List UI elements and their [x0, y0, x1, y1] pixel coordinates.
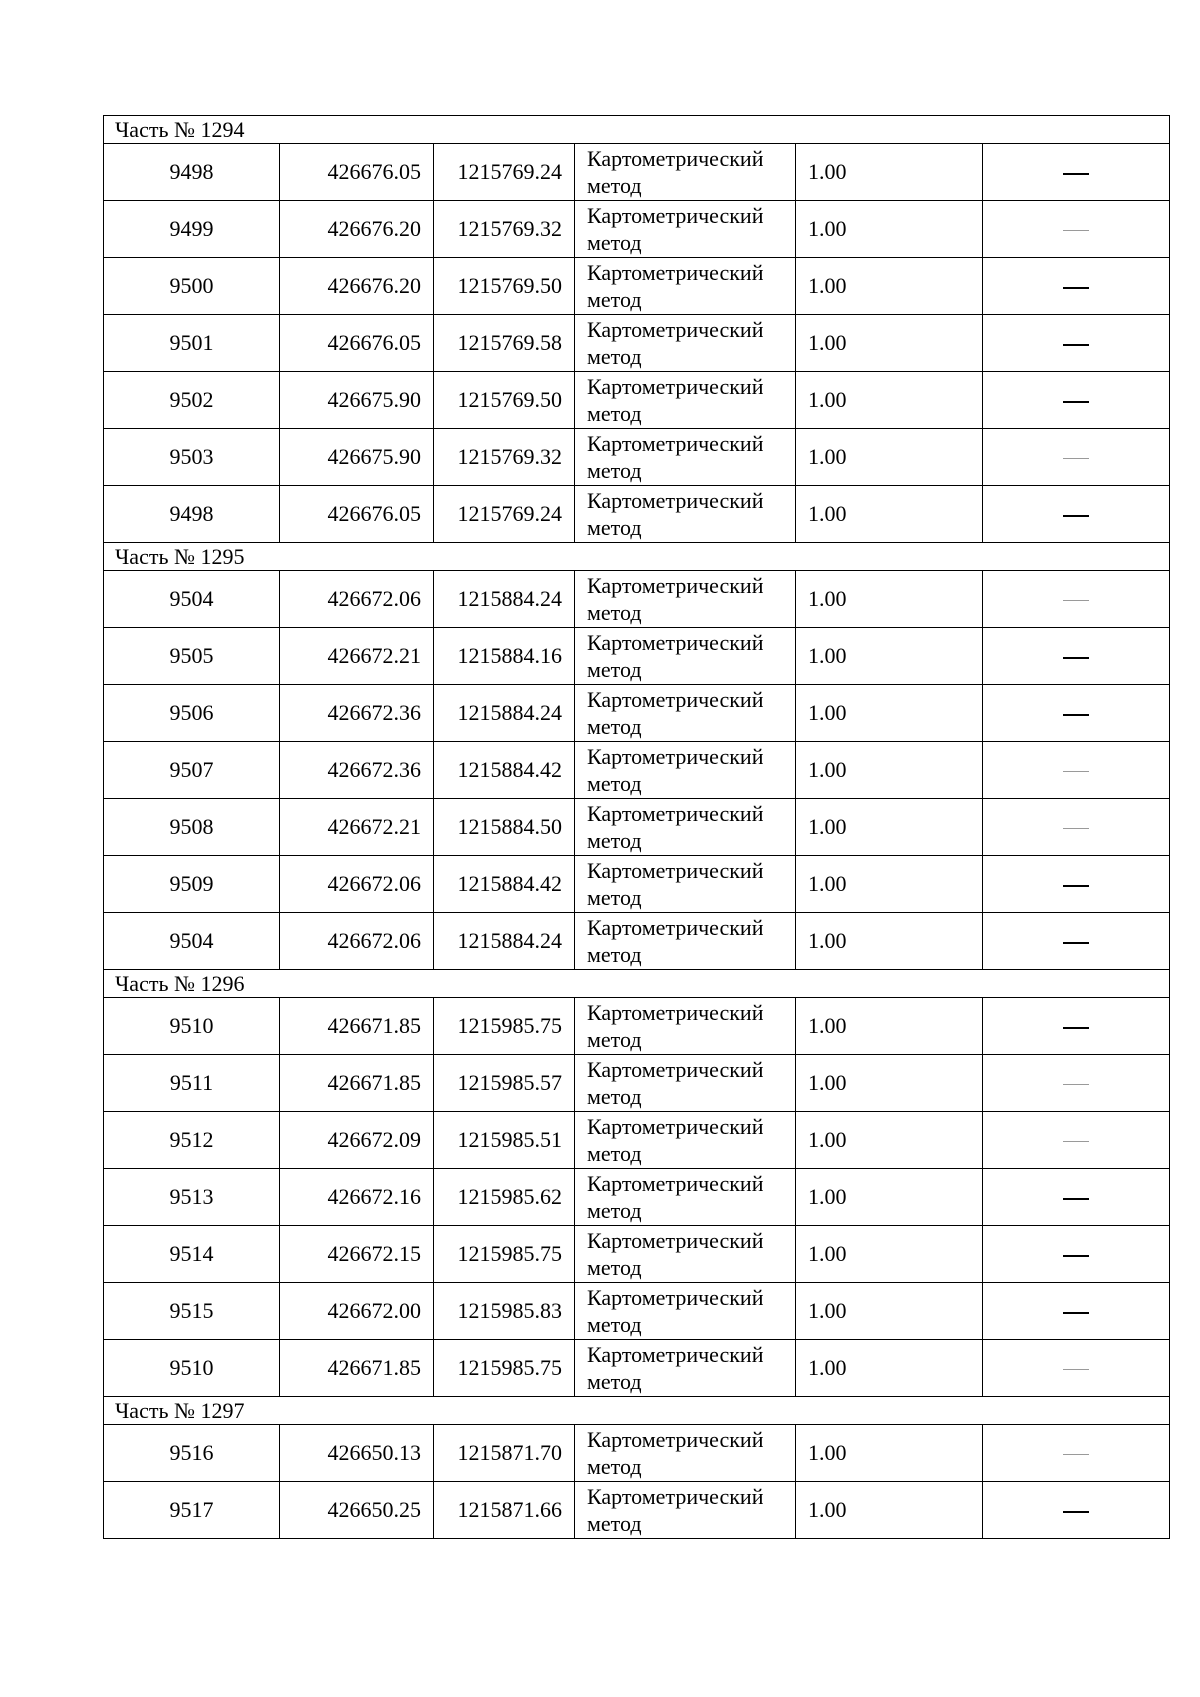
- accuracy-cell: 1.00: [796, 1283, 983, 1340]
- x-coordinate-cell: 426672.00: [280, 1283, 434, 1340]
- description-cell: [983, 258, 1170, 315]
- part-header-row: [104, 970, 1170, 998]
- point-number-cell: 9508: [104, 799, 280, 856]
- dash-mark: [1063, 1255, 1089, 1257]
- method-cell: [575, 799, 796, 856]
- point-number-cell: 9502: [104, 372, 280, 429]
- part-header-row: [104, 116, 1170, 144]
- point-number-cell: 9501: [104, 315, 280, 372]
- y-coordinate-cell: 1215884.16: [434, 628, 575, 685]
- x-coordinate-cell: 426672.06: [280, 856, 434, 913]
- point-number-cell: 9514: [104, 1226, 280, 1283]
- method-line-1: Картометрический: [587, 1342, 764, 1367]
- accuracy-cell: 1.00: [796, 372, 983, 429]
- y-coordinate-cell: 1215769.58: [434, 315, 575, 372]
- method-line-1: Картометрический: [587, 630, 764, 655]
- dash-mark: [1063, 600, 1089, 601]
- point-number-cell: 9516: [104, 1425, 280, 1482]
- method-cell: [575, 1055, 796, 1112]
- dash-mark: [1063, 1369, 1089, 1370]
- x-coordinate-cell: 426672.16: [280, 1169, 434, 1226]
- method-line-1: Картометрический: [587, 744, 764, 769]
- table-row: [104, 685, 1170, 742]
- table-row: [104, 856, 1170, 913]
- method-line-2: метод: [587, 230, 642, 255]
- description-cell: [983, 429, 1170, 486]
- point-number-cell: 9504: [104, 913, 280, 970]
- description-cell: [983, 1340, 1170, 1397]
- x-coordinate-cell: 426676.05: [280, 486, 434, 543]
- x-coordinate-cell: 426671.85: [280, 1055, 434, 1112]
- y-coordinate-cell: 1215985.83: [434, 1283, 575, 1340]
- method-line-1: Картометрический: [587, 1057, 764, 1082]
- y-coordinate-cell: 1215884.24: [434, 685, 575, 742]
- description-cell: [983, 685, 1170, 742]
- method-line-1: Картометрический: [587, 687, 764, 712]
- method-line-1: Картометрический: [587, 260, 764, 285]
- description-cell: [983, 372, 1170, 429]
- method-cell: [575, 913, 796, 970]
- point-number-cell: 9499: [104, 201, 280, 258]
- dash-mark: [1063, 1027, 1089, 1029]
- dash-mark: [1063, 828, 1089, 829]
- dash-mark: [1063, 942, 1089, 944]
- accuracy-cell: 1.00: [796, 201, 983, 258]
- dash-mark: [1063, 173, 1089, 175]
- x-coordinate-cell: 426672.09: [280, 1112, 434, 1169]
- description-cell: [983, 799, 1170, 856]
- y-coordinate-cell: 1215985.57: [434, 1055, 575, 1112]
- description-cell: [983, 998, 1170, 1055]
- point-number-cell: 9509: [104, 856, 280, 913]
- description-cell: [983, 1112, 1170, 1169]
- point-number-cell: 9506: [104, 685, 280, 742]
- x-coordinate-cell: 426650.13: [280, 1425, 434, 1482]
- part-label: Часть № 1295: [104, 543, 1170, 571]
- dash-mark: [1063, 1511, 1089, 1513]
- method-line-1: Картометрический: [587, 1484, 764, 1509]
- dash-mark: [1063, 1084, 1089, 1085]
- accuracy-cell: 1.00: [796, 1482, 983, 1539]
- method-line-1: Картометрический: [587, 1171, 764, 1196]
- table-row: [104, 628, 1170, 685]
- method-cell: [575, 372, 796, 429]
- dash-mark: [1063, 714, 1089, 716]
- description-cell: [983, 486, 1170, 543]
- point-number-cell: 9511: [104, 1055, 280, 1112]
- y-coordinate-cell: 1215884.24: [434, 571, 575, 628]
- description-cell: [983, 1169, 1170, 1226]
- y-coordinate-cell: 1215769.24: [434, 144, 575, 201]
- accuracy-cell: 1.00: [796, 913, 983, 970]
- x-coordinate-cell: 426676.20: [280, 201, 434, 258]
- y-coordinate-cell: 1215985.75: [434, 998, 575, 1055]
- accuracy-cell: 1.00: [796, 486, 983, 543]
- table-row: [104, 1482, 1170, 1539]
- point-number-cell: 9507: [104, 742, 280, 799]
- accuracy-cell: 1.00: [796, 315, 983, 372]
- method-cell: [575, 742, 796, 799]
- method-line-1: Картометрический: [587, 1000, 764, 1025]
- method-line-1: Картометрический: [587, 431, 764, 456]
- accuracy-cell: 1.00: [796, 1055, 983, 1112]
- method-line-1: Картометрический: [587, 801, 764, 826]
- y-coordinate-cell: 1215985.51: [434, 1112, 575, 1169]
- method-cell: [575, 429, 796, 486]
- point-number-cell: 9510: [104, 998, 280, 1055]
- method-cell: [575, 486, 796, 543]
- x-coordinate-cell: 426671.85: [280, 998, 434, 1055]
- method-line-2: метод: [587, 1141, 642, 1166]
- accuracy-cell: 1.00: [796, 144, 983, 201]
- point-number-cell: 9504: [104, 571, 280, 628]
- accuracy-cell: 1.00: [796, 856, 983, 913]
- table-row: [104, 742, 1170, 799]
- dash-mark: [1063, 1312, 1089, 1314]
- y-coordinate-cell: 1215769.50: [434, 258, 575, 315]
- method-line-2: метод: [587, 287, 642, 312]
- method-line-2: метод: [587, 1369, 642, 1394]
- method-cell: [575, 315, 796, 372]
- point-number-cell: 9510: [104, 1340, 280, 1397]
- x-coordinate-cell: 426676.20: [280, 258, 434, 315]
- table-row: [104, 1226, 1170, 1283]
- y-coordinate-cell: 1215769.50: [434, 372, 575, 429]
- x-coordinate-cell: 426671.85: [280, 1340, 434, 1397]
- dash-mark: [1063, 401, 1089, 403]
- accuracy-cell: 1.00: [796, 685, 983, 742]
- description-cell: [983, 144, 1170, 201]
- table-row: [104, 1112, 1170, 1169]
- method-cell: [575, 1340, 796, 1397]
- table-row: [104, 486, 1170, 543]
- accuracy-cell: 1.00: [796, 1425, 983, 1482]
- method-line-2: метод: [587, 885, 642, 910]
- accuracy-cell: 1.00: [796, 742, 983, 799]
- point-number-cell: 9500: [104, 258, 280, 315]
- dash-mark: [1063, 515, 1089, 517]
- x-coordinate-cell: 426675.90: [280, 372, 434, 429]
- dash-mark: [1063, 885, 1089, 887]
- table-row: [104, 1283, 1170, 1340]
- description-cell: [983, 628, 1170, 685]
- y-coordinate-cell: 1215884.42: [434, 742, 575, 799]
- point-number-cell: 9512: [104, 1112, 280, 1169]
- method-cell: [575, 1425, 796, 1482]
- method-line-1: Картометрический: [587, 573, 764, 598]
- coordinates-table: [103, 115, 1170, 1539]
- method-cell: [575, 1226, 796, 1283]
- method-line-2: метод: [587, 714, 642, 739]
- table-row: [104, 1169, 1170, 1226]
- part-header-row: [104, 1397, 1170, 1425]
- method-line-2: метод: [587, 1255, 642, 1280]
- method-line-2: метод: [587, 828, 642, 853]
- table-row: [104, 315, 1170, 372]
- method-cell: [575, 685, 796, 742]
- accuracy-cell: 1.00: [796, 429, 983, 486]
- point-number-cell: 9515: [104, 1283, 280, 1340]
- x-coordinate-cell: 426672.36: [280, 742, 434, 799]
- y-coordinate-cell: 1215769.32: [434, 429, 575, 486]
- table-row: [104, 429, 1170, 486]
- method-line-2: метод: [587, 515, 642, 540]
- method-line-2: метод: [587, 1511, 642, 1536]
- method-line-1: Картометрический: [587, 1427, 764, 1452]
- method-line-2: метод: [587, 458, 642, 483]
- description-cell: [983, 1226, 1170, 1283]
- description-cell: [983, 913, 1170, 970]
- method-line-1: Картометрический: [587, 1285, 764, 1310]
- method-line-2: метод: [587, 1198, 642, 1223]
- point-number-cell: 9498: [104, 486, 280, 543]
- coordinates-table-body: [104, 116, 1170, 1539]
- method-line-1: Картометрический: [587, 858, 764, 883]
- table-row: [104, 571, 1170, 628]
- x-coordinate-cell: 426676.05: [280, 144, 434, 201]
- method-line-1: Картометрический: [587, 488, 764, 513]
- method-line-2: метод: [587, 657, 642, 682]
- y-coordinate-cell: 1215884.24: [434, 913, 575, 970]
- method-line-2: метод: [587, 1084, 642, 1109]
- table-row: [104, 1340, 1170, 1397]
- part-header-row: [104, 543, 1170, 571]
- x-coordinate-cell: 426672.21: [280, 628, 434, 685]
- dash-mark: [1063, 1454, 1089, 1455]
- method-line-2: метод: [587, 401, 642, 426]
- point-number-cell: 9503: [104, 429, 280, 486]
- table-row: [104, 913, 1170, 970]
- method-line-1: Картометрический: [587, 1114, 764, 1139]
- x-coordinate-cell: 426672.21: [280, 799, 434, 856]
- y-coordinate-cell: 1215871.66: [434, 1482, 575, 1539]
- point-number-cell: 9517: [104, 1482, 280, 1539]
- y-coordinate-cell: 1215985.75: [434, 1226, 575, 1283]
- dash-mark: [1063, 458, 1089, 459]
- method-cell: [575, 201, 796, 258]
- accuracy-cell: 1.00: [796, 998, 983, 1055]
- accuracy-cell: 1.00: [796, 799, 983, 856]
- method-line-2: метод: [587, 771, 642, 796]
- y-coordinate-cell: 1215884.50: [434, 799, 575, 856]
- method-line-1: Картометрический: [587, 374, 764, 399]
- table-row: [104, 998, 1170, 1055]
- table-row: [104, 144, 1170, 201]
- accuracy-cell: 1.00: [796, 571, 983, 628]
- accuracy-cell: 1.00: [796, 1340, 983, 1397]
- accuracy-cell: 1.00: [796, 628, 983, 685]
- method-line-1: Картометрический: [587, 1228, 764, 1253]
- y-coordinate-cell: 1215769.24: [434, 486, 575, 543]
- description-cell: [983, 571, 1170, 628]
- method-line-2: метод: [587, 600, 642, 625]
- x-coordinate-cell: 426672.36: [280, 685, 434, 742]
- accuracy-cell: 1.00: [796, 258, 983, 315]
- x-coordinate-cell: 426676.05: [280, 315, 434, 372]
- method-line-1: Картометрический: [587, 203, 764, 228]
- table-row: [104, 1425, 1170, 1482]
- x-coordinate-cell: 426672.06: [280, 571, 434, 628]
- part-label: Часть № 1294: [104, 116, 1170, 144]
- dash-mark: [1063, 1141, 1089, 1142]
- dash-mark: [1063, 657, 1089, 659]
- accuracy-cell: 1.00: [796, 1169, 983, 1226]
- table-row: [104, 201, 1170, 258]
- dash-mark: [1063, 771, 1089, 772]
- table-row: [104, 799, 1170, 856]
- description-cell: [983, 1482, 1170, 1539]
- table-row: [104, 372, 1170, 429]
- method-line-2: метод: [587, 1312, 642, 1337]
- table-row: [104, 1055, 1170, 1112]
- method-cell: [575, 1112, 796, 1169]
- method-cell: [575, 1169, 796, 1226]
- description-cell: [983, 1283, 1170, 1340]
- method-line-2: метод: [587, 942, 642, 967]
- y-coordinate-cell: 1215871.70: [434, 1425, 575, 1482]
- method-line-1: Картометрический: [587, 146, 764, 171]
- x-coordinate-cell: 426650.25: [280, 1482, 434, 1539]
- x-coordinate-cell: 426672.15: [280, 1226, 434, 1283]
- point-number-cell: 9513: [104, 1169, 280, 1226]
- dash-mark: [1063, 1198, 1089, 1200]
- method-cell: [575, 1482, 796, 1539]
- method-line-2: метод: [587, 173, 642, 198]
- accuracy-cell: 1.00: [796, 1112, 983, 1169]
- method-line-1: Картометрический: [587, 915, 764, 940]
- y-coordinate-cell: 1215884.42: [434, 856, 575, 913]
- accuracy-cell: 1.00: [796, 1226, 983, 1283]
- description-cell: [983, 742, 1170, 799]
- table-row: [104, 258, 1170, 315]
- y-coordinate-cell: 1215769.32: [434, 201, 575, 258]
- part-label: Часть № 1296: [104, 970, 1170, 998]
- point-number-cell: 9505: [104, 628, 280, 685]
- x-coordinate-cell: 426672.06: [280, 913, 434, 970]
- description-cell: [983, 201, 1170, 258]
- description-cell: [983, 1425, 1170, 1482]
- description-cell: [983, 315, 1170, 372]
- y-coordinate-cell: 1215985.75: [434, 1340, 575, 1397]
- x-coordinate-cell: 426675.90: [280, 429, 434, 486]
- dash-mark: [1063, 344, 1089, 346]
- method-cell: [575, 1283, 796, 1340]
- method-cell: [575, 856, 796, 913]
- part-label: Часть № 1297: [104, 1397, 1170, 1425]
- method-cell: [575, 144, 796, 201]
- method-line-2: метод: [587, 1027, 642, 1052]
- method-cell: [575, 998, 796, 1055]
- method-cell: [575, 628, 796, 685]
- method-line-2: метод: [587, 1454, 642, 1479]
- method-line-1: Картометрический: [587, 317, 764, 342]
- method-cell: [575, 571, 796, 628]
- description-cell: [983, 856, 1170, 913]
- method-line-2: метод: [587, 344, 642, 369]
- dash-mark: [1063, 287, 1089, 289]
- y-coordinate-cell: 1215985.62: [434, 1169, 575, 1226]
- point-number-cell: 9498: [104, 144, 280, 201]
- method-cell: [575, 258, 796, 315]
- dash-mark: [1063, 230, 1089, 231]
- description-cell: [983, 1055, 1170, 1112]
